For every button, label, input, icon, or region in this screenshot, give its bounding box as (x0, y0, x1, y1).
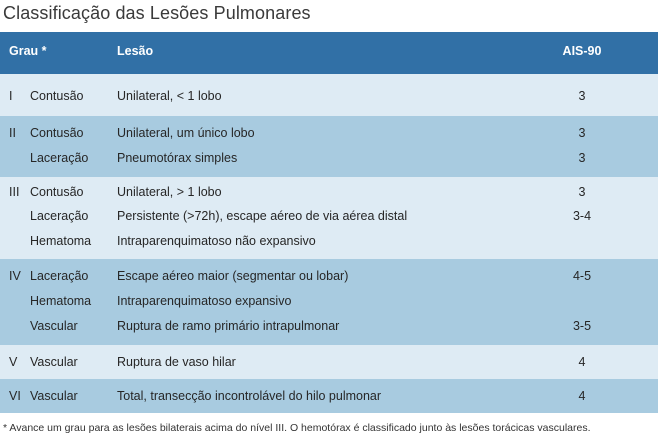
table-row-line (0, 317, 658, 337)
table-row-grade-5 (0, 345, 658, 379)
grade-cell: V (9, 355, 18, 369)
table-row-line (0, 207, 658, 227)
grade-cell: II (9, 126, 16, 140)
type-cell: Laceração (30, 269, 89, 283)
header-ais: AIS-90 (562, 44, 602, 58)
ais-cell: 4 (578, 355, 586, 369)
table-row-grade-1 (0, 74, 658, 116)
table-row-line (0, 267, 658, 287)
table-row-grade-4 (0, 259, 658, 345)
table-row-line (0, 149, 658, 169)
description-cell: Unilateral, > 1 lobo (117, 185, 222, 199)
type-cell: Contusão (30, 126, 84, 140)
lung-injury-table (0, 32, 658, 412)
type-cell: Laceração (30, 151, 89, 165)
grade-cell: I (9, 89, 13, 103)
ais-cell: 3 (578, 185, 586, 199)
type-cell: Contusão (30, 185, 84, 199)
type-cell: Vascular (30, 355, 78, 369)
table-row-line (0, 124, 658, 144)
page-title: Classificação das Lesões Pulmonares (3, 3, 311, 23)
type-cell: Hematoma (30, 294, 92, 308)
type-cell: Vascular (30, 319, 78, 333)
description-cell: Unilateral, < 1 lobo (117, 89, 222, 103)
header-grade: Grau * (9, 44, 47, 58)
ais-cell: 3 (578, 126, 586, 140)
description-cell: Persistente (>72h), escape aéreo de via aérea distal (117, 209, 408, 223)
ais-cell: 3-5 (572, 319, 592, 333)
description-cell: Total, transecção incontrolável do hilo pulmonar (117, 389, 382, 403)
table-row-line (0, 232, 658, 252)
grade-cell: VI (9, 389, 21, 403)
ais-cell: 4-5 (572, 269, 592, 283)
ais-cell: 3 (578, 89, 586, 103)
type-cell: Hematoma (30, 234, 92, 248)
description-cell: Ruptura de ramo primário intrapulmonar (117, 319, 340, 333)
table-row-line (0, 353, 658, 373)
description-cell: Intraparenquimatoso não expansivo (117, 234, 316, 248)
description-cell: Pneumotórax simples (117, 151, 238, 165)
description-cell: Intraparenquimatoso expansivo (117, 294, 292, 308)
header-lesion: Lesão (117, 44, 154, 58)
table-row-line (0, 387, 658, 407)
table-row-grade-2 (0, 116, 658, 177)
type-cell: Laceração (30, 209, 89, 223)
table-row-grade-3 (0, 177, 658, 259)
description-cell: Escape aéreo maior (segmentar ou lobar) (117, 269, 349, 283)
table-header (0, 32, 658, 74)
table-row-line (0, 87, 658, 107)
footnote: * Avance um grau para as lesões bilaterais acima do nível III. O hemotórax é classificado junto às lesões torácicas vasculares. (3, 422, 591, 434)
ais-cell: 3-4 (572, 209, 592, 223)
description-cell: Ruptura de vaso hilar (117, 355, 236, 369)
ais-cell: 4 (578, 389, 586, 403)
description-cell: Unilateral, um único lobo (117, 126, 255, 140)
grade-cell: III (9, 185, 20, 199)
grade-cell: IV (9, 269, 21, 283)
table-row-line (0, 292, 658, 312)
table-row-grade-6 (0, 379, 658, 413)
ais-cell: 3 (578, 151, 586, 165)
table-row-line (0, 183, 658, 203)
type-cell: Vascular (30, 389, 78, 403)
type-cell: Contusão (30, 89, 84, 103)
